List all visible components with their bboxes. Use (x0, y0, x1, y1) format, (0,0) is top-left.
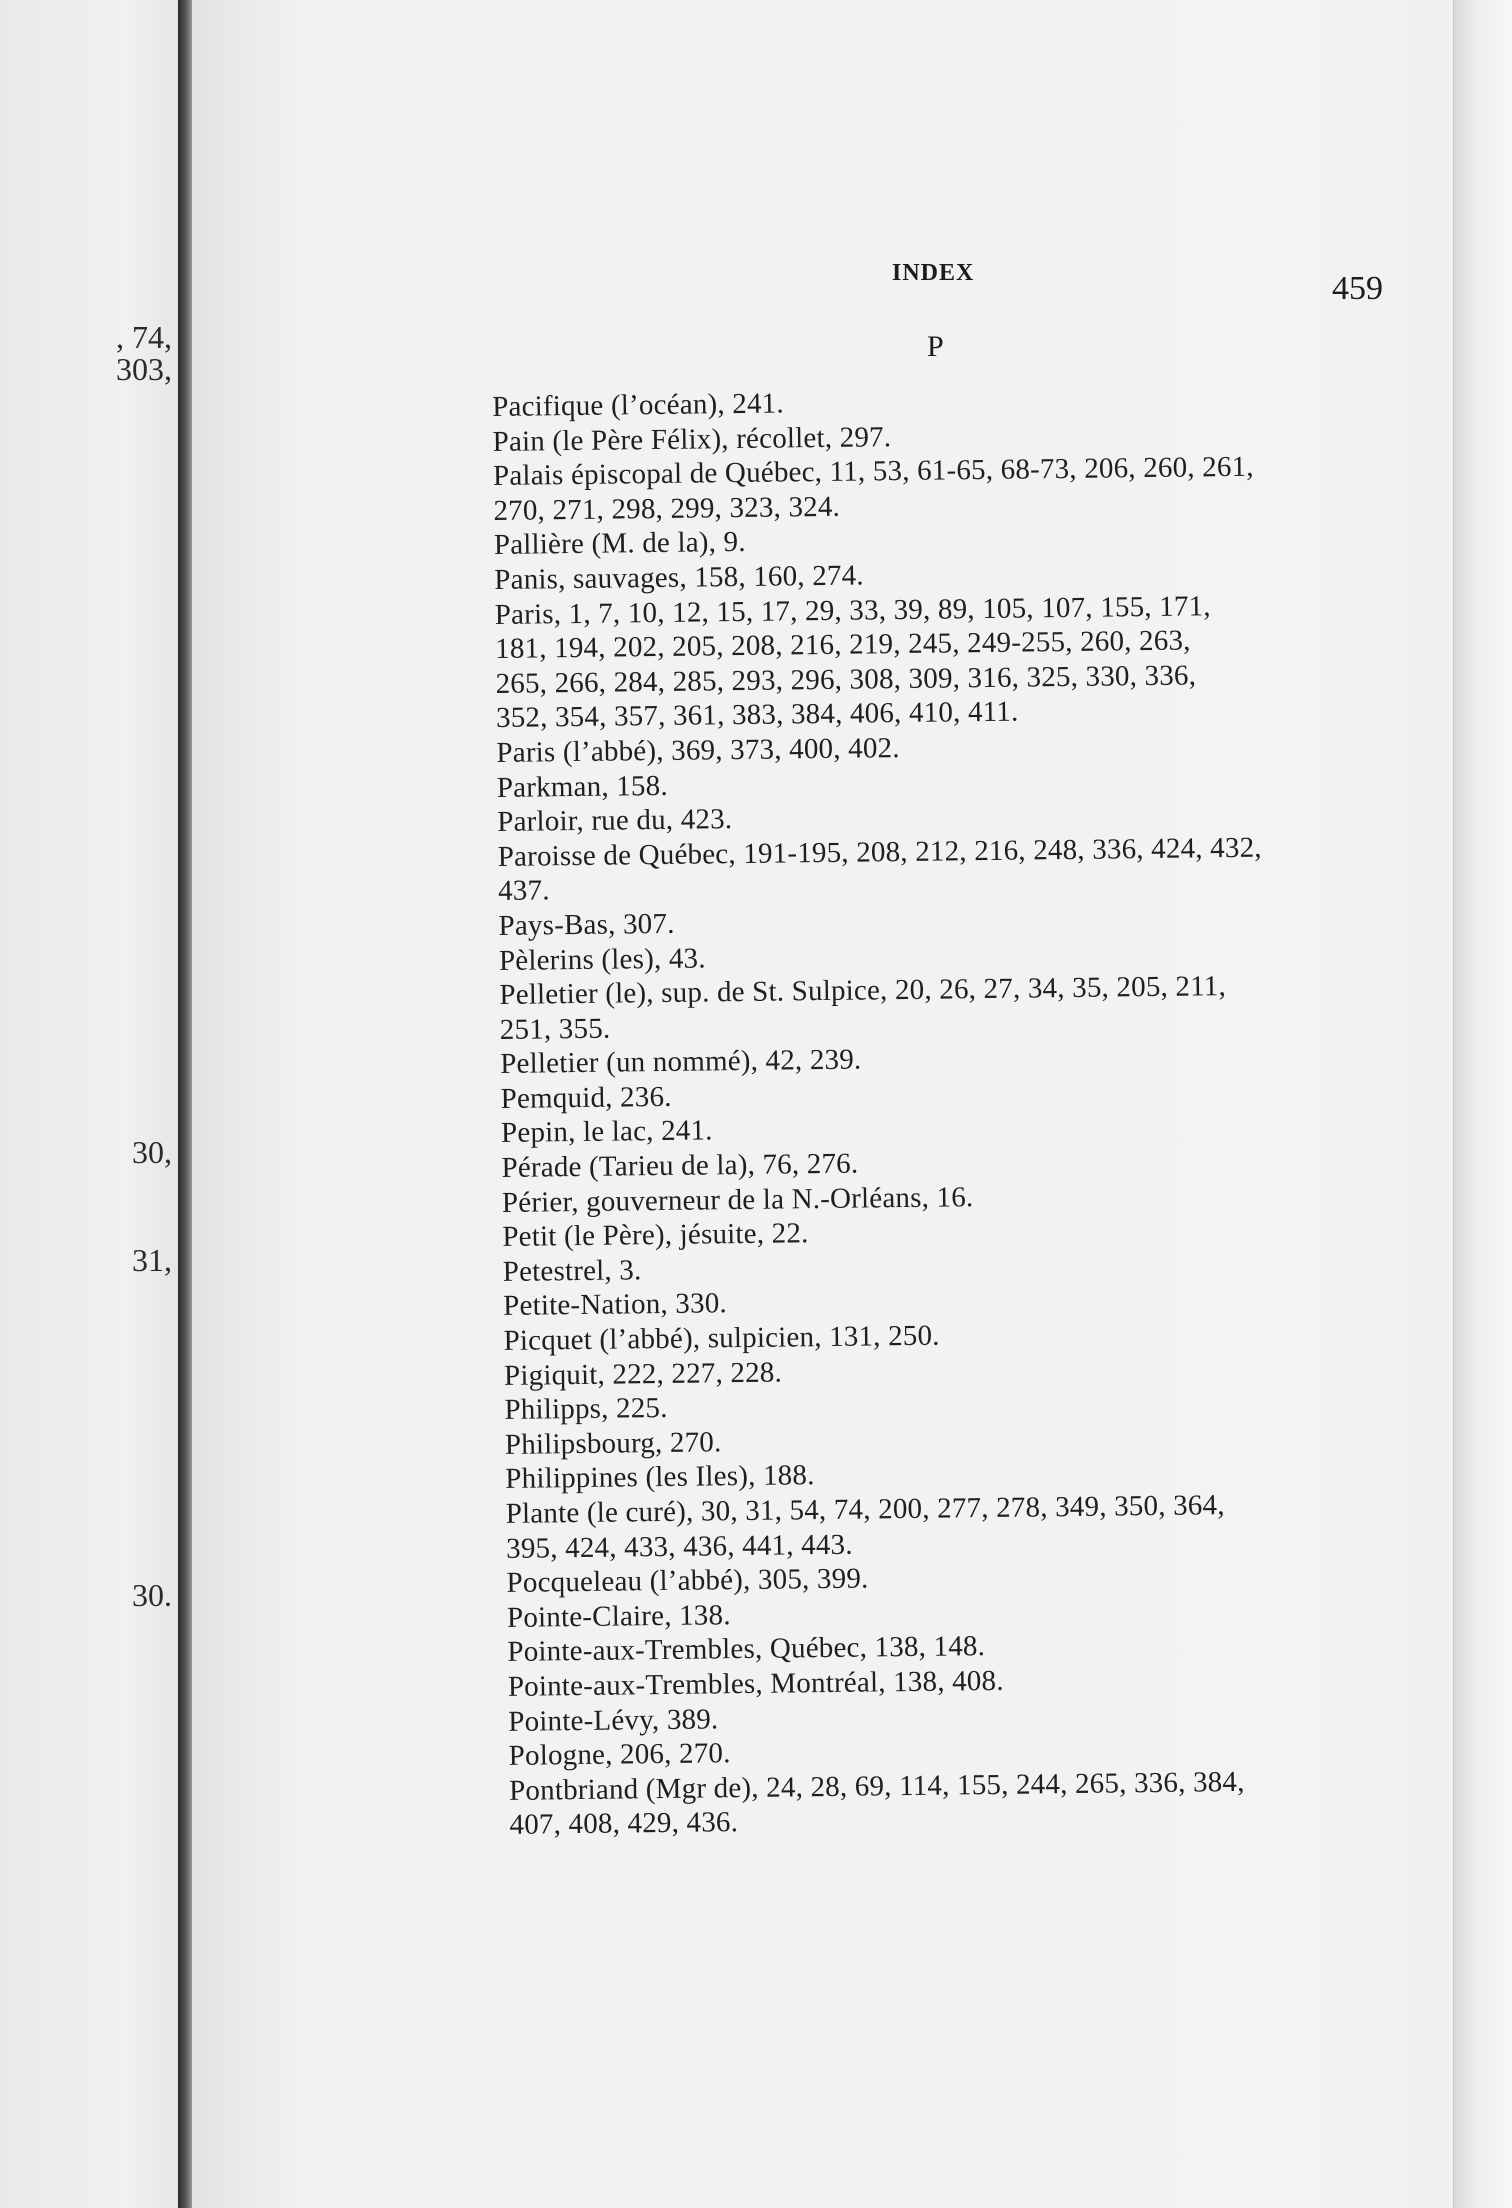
index-entry-continuation: 352, 354, 357, 361, 383, 384, 406, 410, 411. (495, 695, 1019, 735)
index-entry-heading: Parloir, rue du, 423. (497, 803, 733, 839)
index-entry-heading: Pologne, 206, 270. (508, 1737, 731, 1773)
index-entry-continuation: 251, 355. (499, 1012, 611, 1046)
index-entry-heading: Palais épiscopal de Québec, 11, 53, 61-65, 68-73, 206, 260, 261, (492, 450, 1254, 493)
index-entry-heading: Philipsbourg, 270. (504, 1426, 722, 1461)
left-page-text: 303, (116, 351, 172, 387)
left-page-text: , 74, (116, 319, 172, 355)
index-entry-heading: Pacifique (l’océan), 241. (492, 387, 785, 423)
left-page-text: 30. (132, 1577, 172, 1613)
index-entry-heading: Périer, gouverneur de la N.-Orléans, 16. (501, 1180, 974, 1219)
page-edge (1453, 0, 1512, 2208)
index-entry-heading: Pain (le Père Félix), récollet, 297. (492, 420, 892, 458)
index-page (192, 0, 1512, 2208)
index-entry-heading: Plante (le curé), 30, 31, 54, 74, 200, 277, 278, 349, 350, 364, (505, 1489, 1225, 1530)
index-entry-heading: Pèlerins (les), 43. (498, 941, 706, 977)
index-entry (493, 448, 1394, 528)
index-entry-heading: Pointe-aux-Trembles, Québec, 138, 148. (507, 1630, 986, 1669)
index-entry (495, 587, 1397, 736)
index-entry-heading: Parkman, 158. (496, 769, 668, 804)
index-entry-heading: Pérade (Tarieu de la), 76, 276. (501, 1147, 859, 1185)
index-entry-heading: Pepin, le lac, 241. (500, 1114, 713, 1150)
page-number: 459 (1332, 270, 1383, 307)
index-entry-continuation: 437. (497, 874, 550, 908)
index-entry (497, 829, 1398, 909)
index-entry-heading: Pointe-Claire, 138. (506, 1598, 731, 1634)
index-entry-continuation: 270, 271, 298, 299, 323, 324. (493, 490, 841, 527)
index-entry-heading: Petit (le Père), jésuite, 22. (502, 1217, 809, 1254)
left-page-text: 30, (132, 1134, 172, 1170)
index-entry-heading: Pays-Bas, 307. (498, 907, 675, 942)
index-entry-heading: Paris (l’abbé), 369, 373, 400, 402. (496, 731, 900, 769)
index-entry (506, 1486, 1407, 1566)
left-page-fragment (0, 0, 178, 2208)
index-entry-heading: Pointe-Lévy, 389. (508, 1702, 719, 1738)
index-entry (509, 1763, 1410, 1843)
index-entry-heading: Pelletier (un nommé), 42, 239. (500, 1043, 862, 1081)
index-entry-heading: Petestrel, 3. (502, 1254, 642, 1288)
index-entry-heading: Petite-Nation, 330. (503, 1287, 728, 1323)
index-entry-heading: Philippines (les Iles), 188. (505, 1459, 815, 1496)
index-entry-continuation: 407, 408, 429, 436. (509, 1806, 739, 1842)
index-entry-heading: Panis, sauvages, 158, 160, 274. (494, 559, 864, 596)
running-header: INDEX (892, 260, 975, 286)
index-entry-heading: Pointe-aux-Trembles, Montréal, 138, 408. (507, 1664, 1004, 1703)
index-entry-heading: Pigiquit, 222, 227, 228. (503, 1356, 783, 1392)
index-entry-heading: Picquet (l’abbé), sulpicien, 131, 250. (503, 1319, 940, 1357)
index-entry-heading: Pocqueleau (l’abbé), 305, 399. (506, 1562, 869, 1600)
section-letter: P (927, 330, 944, 363)
left-page-text: 31, (132, 1242, 172, 1278)
index-entry (499, 967, 1400, 1047)
index-entry-heading: Pallière (M. de la), 9. (493, 526, 746, 562)
index-entry-heading: Philipps, 225. (504, 1392, 668, 1427)
index-entry-heading: Paroisse de Québec, 191-195, 208, 212, 216, 248, 336, 424, 432, (497, 831, 1262, 873)
index-entry-continuation: 395, 424, 433, 436, 441, 443. (505, 1528, 853, 1565)
index-entry-continuation: 265, 266, 284, 285, 293, 296, 308, 309, 316, 325, 330, 336, (495, 659, 1197, 700)
index-entry-heading: Pemquid, 236. (500, 1080, 672, 1115)
index-entry-continuation: 181, 194, 202, 205, 208, 216, 219, 245, 249-255, 260, 263, (494, 624, 1191, 666)
index-entry-list (492, 379, 1410, 1843)
index-entry-heading: Paris, 1, 7, 10, 12, 15, 17, 29, 33, 39, 89, 105, 107, 155, 171, (494, 589, 1211, 631)
book-gutter (178, 0, 192, 2208)
index-entry-heading: Pelletier (le), sup. de St. Sulpice, 20, 26, 27, 34, 35, 205, 211, (499, 970, 1227, 1012)
index-entry-heading: Pontbriand (Mgr de), 24, 28, 69, 114, 155, 244, 265, 336, 384, (508, 1765, 1245, 1807)
